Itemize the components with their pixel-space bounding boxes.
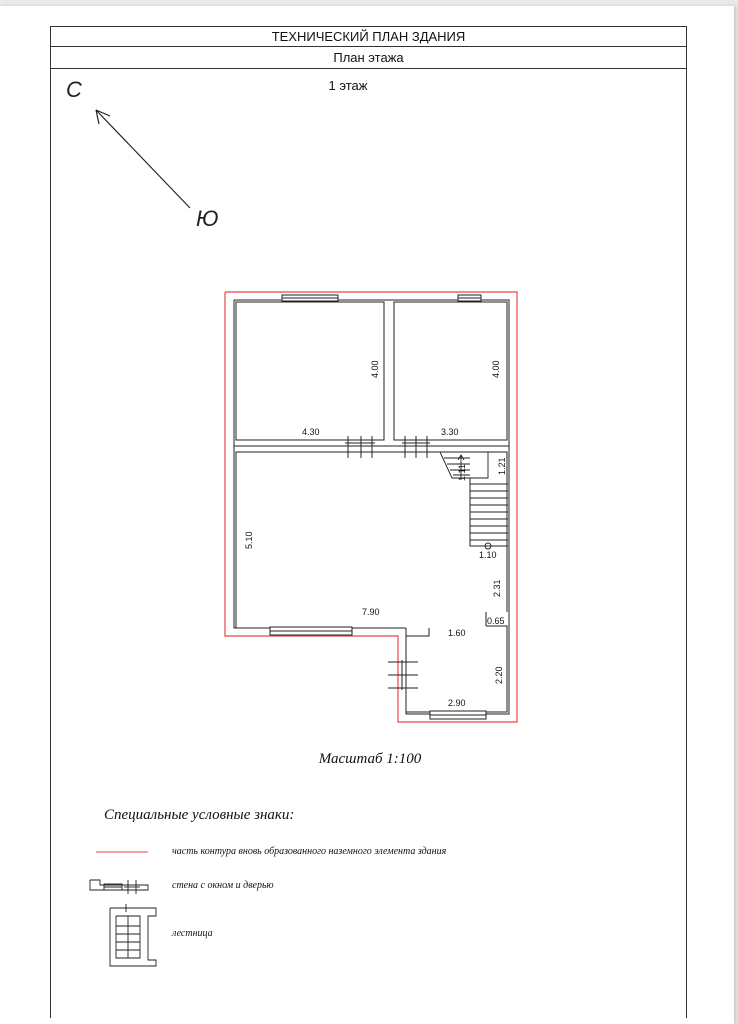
dim-hall-height: 5.10 [244, 531, 254, 549]
dim-hall-width: 7.90 [362, 607, 380, 617]
dim-corridor-height: 2.31 [492, 579, 502, 597]
door-symbols [345, 436, 430, 690]
dim-stair-width: 1.10 [479, 550, 497, 560]
legend-wall-symbol [90, 880, 148, 894]
floor-label: 1 этаж [328, 78, 368, 93]
legend-item-contour-label: часть контура вновь образованного наземного элемента здания [172, 846, 447, 857]
compass-arrow-icon [96, 110, 190, 208]
building-contour-line [225, 292, 517, 722]
window-symbols [270, 295, 486, 719]
legend-item-staircase-label: лестница [172, 928, 213, 939]
dim-room1-width: 4.30 [302, 427, 320, 437]
compass-south-label: Ю [196, 206, 219, 231]
legend-item-wall-label: стена с окном и дверью [172, 880, 274, 891]
dim-annex-width: 2.90 [448, 698, 466, 708]
dim-stair-arrow: 1.11 [457, 464, 467, 481]
dim-room1-height: 4.00 [370, 360, 380, 378]
compass-north-label: С [66, 77, 82, 102]
legend-title: Специальные условные знаки: [104, 807, 295, 823]
legend-staircase-symbol [110, 904, 156, 966]
dim-annex-top: 1.60 [448, 628, 466, 638]
dim-room2-width: 3.30 [441, 427, 459, 437]
document-title: ТЕХНИЧЕСКИЙ ПЛАН ЗДАНИЯ [50, 26, 687, 47]
dim-annex-height: 2.20 [494, 666, 504, 684]
scale-label: Масштаб 1:100 [318, 751, 422, 767]
plan-subtitle: План этажа [50, 46, 687, 69]
dim-wall-offset: 0.65 [487, 616, 505, 626]
dim-stair-height: 1.21 [497, 457, 507, 475]
dim-room2-height: 4.00 [491, 360, 501, 378]
